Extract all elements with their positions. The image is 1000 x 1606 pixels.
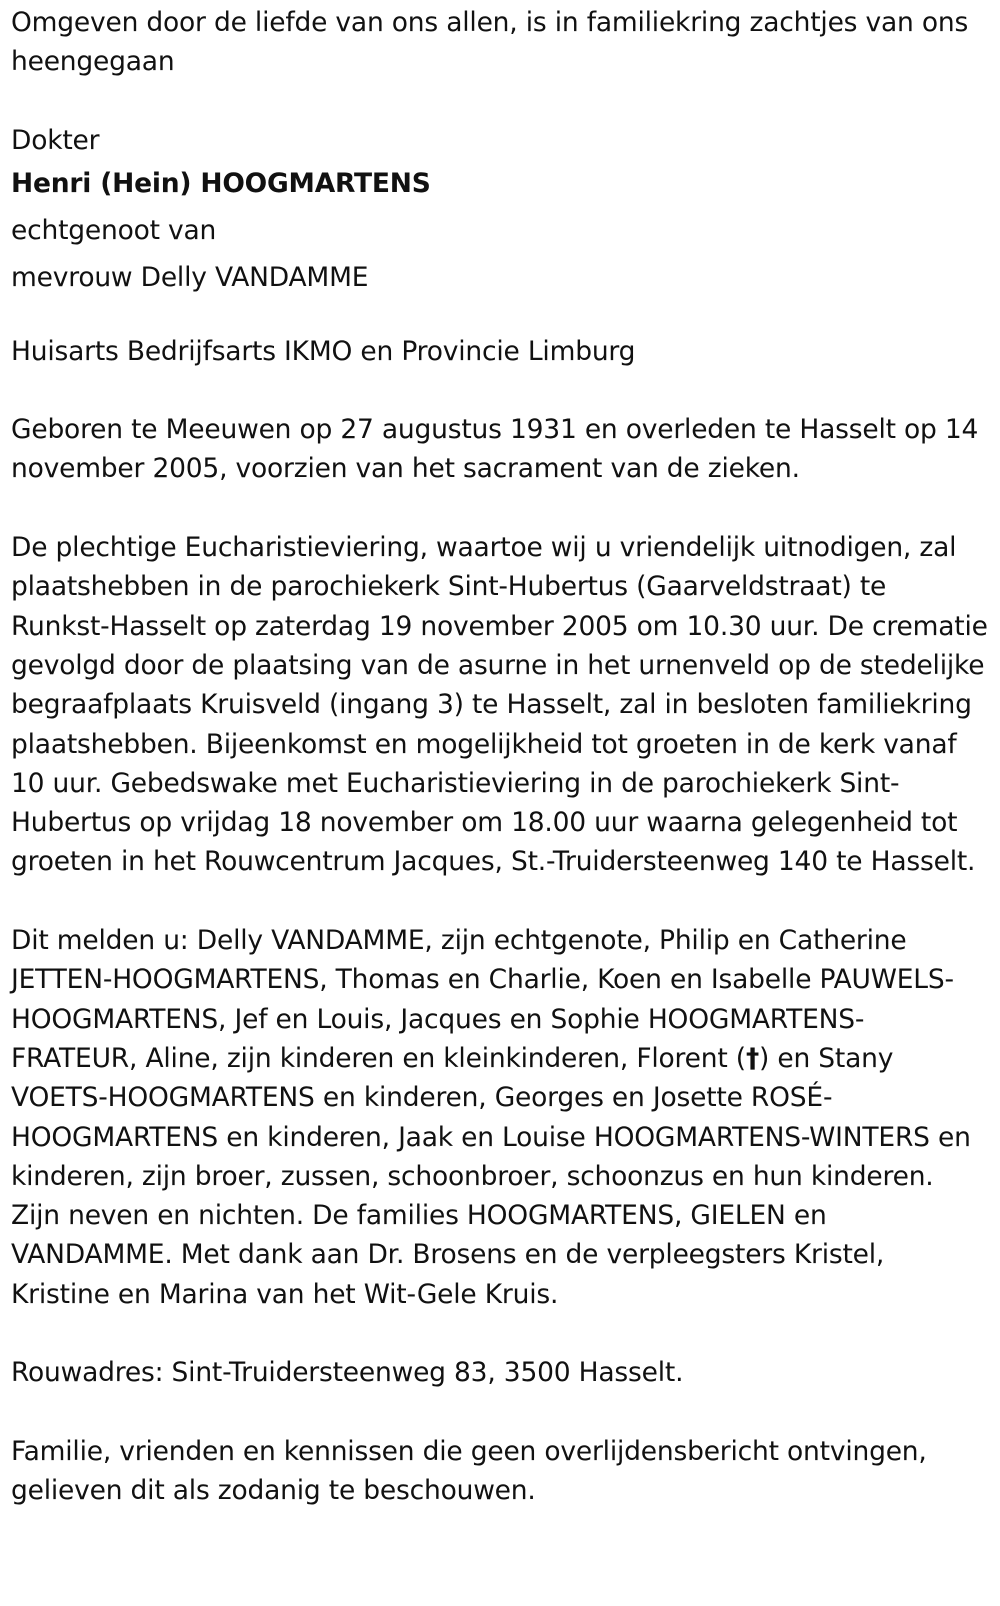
- closing-text: Familie, vrienden en kennissen die geen overlijdensbericht ontvingen, gelieven dit als zodanig te beschouwen.: [11, 1435, 927, 1507]
- title-text: Dokter: [11, 124, 100, 156]
- cross-icon: †: [745, 1042, 759, 1074]
- announcers-part-2: ) en Stany VOETS-HOOGMARTENS en kinderen, Georges en Josette ROSÉ-HOOGMARTENS en kinderen, Jaak en Louise HOOGMARTENS-WINTERS en kinderen, zijn broer, zussen, schoonbroer, schoonzus en hun kinderen. Zijn neven en nichten. De families HOOGMARTENS, GIELEN en VANDAMME. Met dank aan Dr. Brosens en de verpleegsters Kristel, Kristine en Marina van het Wit-Gele Kruis.: [11, 1042, 971, 1310]
- announcers-part-1: Dit melden u: Delly VANDAMME, zijn echtgenote, Philip en Catherine JETTEN-HOOGMARTENS, Thomas en Charlie, Koen en Isabelle PAUWELS-HOOGMARTENS, Jef en Louis, Jacques en Sophie HOOGMARTENS-FRATEUR, Aline, zijn kinderen en kleinkinderen, Florent (: [11, 925, 954, 1074]
- birth-death-text: Geboren te Meeuwen op 27 augustus 1931 en overleden te Hasselt op 14 november 2005, voorzien van het sacrament van de zieken.: [11, 414, 979, 485]
- announcers-text: [11, 921, 990, 1314]
- spacer: [11, 1314, 990, 1353]
- spacer: [11, 882, 990, 921]
- address-text: Rouwadres: Sint-Truidersteenweg 83, 3500 Hasselt.: [11, 1357, 684, 1389]
- spacer: [11, 371, 990, 410]
- spacer: [11, 1393, 990, 1432]
- ceremony-text: De plechtige Eucharistieviering, waartoe wij u vriendelijk uitnodigen, zal plaatshebben in de parochiekerk Sint-Hubertus (Gaarveldstraat) te Runkst-Hasselt op zaterdag 19 november 2005 om 10.30 uur. De crematie gevolgd door de plaatsing van de asurne in het urnenveld op de stedelijke begraafplaats Kruisveld (ingang 3) te Hasselt, zal in besloten familiekring plaatshebben. Bijeenkomst en mogelijkheid tot groeten in de kerk vanaf 10 uur. Gebedswake met Eucharistieviering in de parochiekerk Sint-Hubertus op vrijdag 18 november om 18.00 uur waarna gelegenheid tot groeten in het Rouwcentrum Jacques, St.-Truidersteenweg 140 te Hasselt.: [11, 532, 988, 878]
- spacer: [11, 301, 990, 332]
- intro-text: Omgeven door de liefde van ons allen, is in familiekring zachtjes van ons heengegaan: [11, 7, 969, 78]
- profession-text: Huisarts Bedrijfsarts IKMO en Provincie Limburg: [11, 335, 636, 367]
- deceased-name: Henri (Hein) HOOGMARTENS: [11, 167, 431, 199]
- spacer: [11, 489, 990, 528]
- spacer: [11, 82, 990, 121]
- spouse-relation: echtgenoot van: [11, 214, 217, 246]
- spouse-name: mevrouw Delly VANDAMME: [11, 261, 369, 293]
